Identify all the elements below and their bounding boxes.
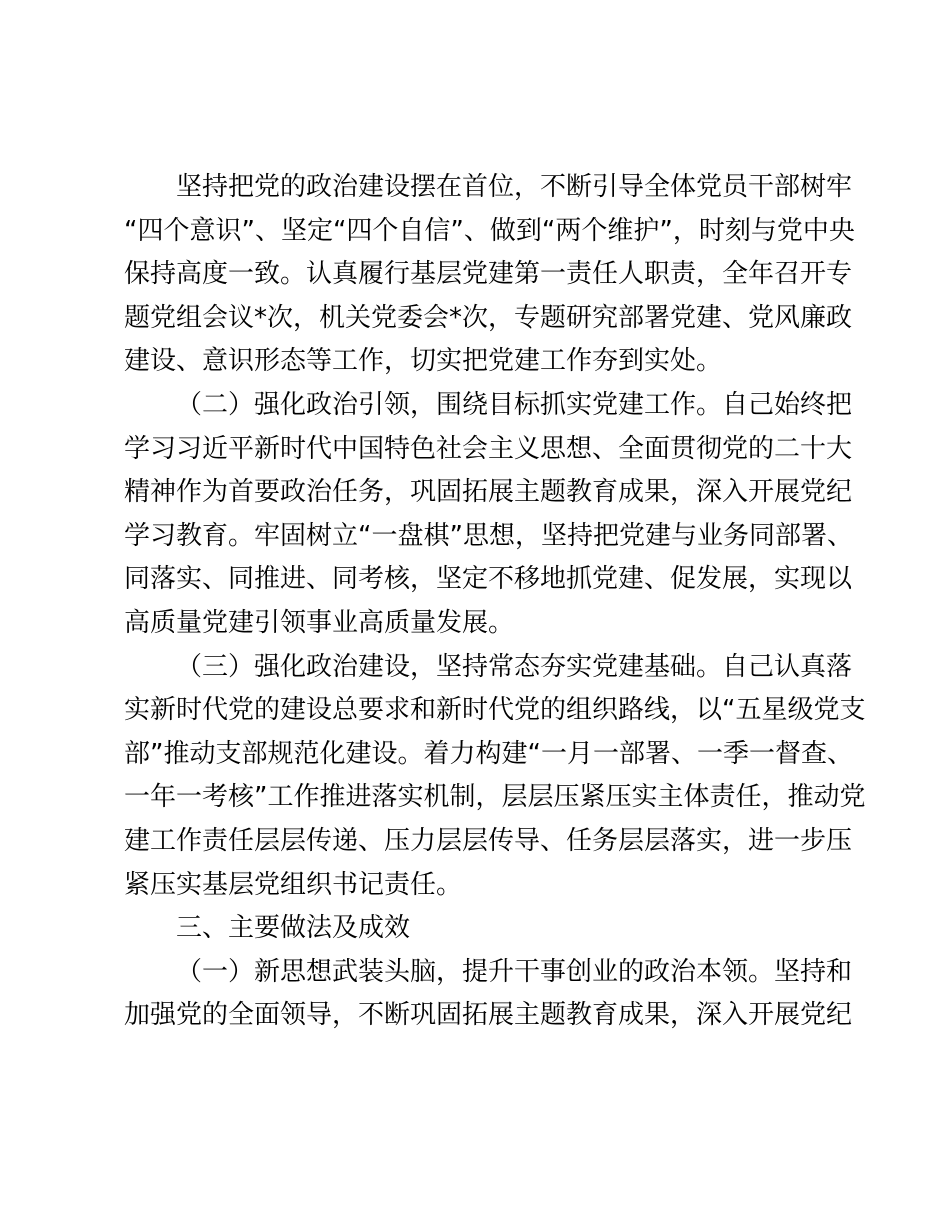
paragraph-line: 保持高度一致。认真履行基层党建第一责任人职责，全年召开专 [124, 259, 853, 290]
section-heading: 三、主要做法及成效 [176, 913, 411, 944]
paragraph-line: 题党组会议*次，机关党委会*次，专题研究部署党建、党风廉政 [124, 302, 853, 333]
paragraph-line: 高质量党建引领事业高质量发展。 [124, 607, 515, 638]
paragraph-line: （三）强化政治建设，坚持常态夯实党建基础。自己认真落 [176, 651, 853, 682]
paragraph-line: 建设、意识形态等工作，切实把党建工作夯到实处。 [124, 346, 723, 377]
paragraph-line: 精神作为首要政治任务，巩固拓展主题教育成果，深入开展党纪 [124, 477, 853, 508]
paragraph-line: 一年一考核”工作推进落实机制，层层压紧压实主体责任，推动党 [124, 782, 866, 813]
paragraph-line: 同落实、同推进、同考核，坚定不移地抓党建、促发展，实现以 [124, 564, 853, 595]
paragraph-line: 加强党的全面领导，不断巩固拓展主题教育成果，深入开展党纪 [124, 1000, 853, 1031]
paragraph-line: 部”推动支部规范化建设。着力构建“一月一部署、一季一督查、 [124, 738, 853, 769]
document-body [124, 166, 866, 1038]
paragraph-line: 坚持把党的政治建设摆在首位，不断引导全体党员干部树牢 [176, 172, 853, 202]
paragraph-line: 紧压实基层党组织书记责任。 [124, 869, 463, 900]
paragraph-line: （一）新思想武装头脑，提升干事创业的政治本领。坚持和 [176, 956, 853, 987]
paragraph-line: 实新时代党的建设总要求和新时代党的组织路线，以“五星级党支 [124, 695, 866, 726]
paragraph-line: 学习教育。牢固树立“一盘棋”思想，坚持把党建与业务同部署、 [124, 520, 853, 551]
paragraph-line: 建工作责任层层传递、压力层层传导、任务层层落实，进一步压 [124, 825, 853, 856]
paragraph-line: （二）强化政治引领，围绕目标抓实党建工作。自己始终把 [176, 389, 853, 420]
paragraph-line: “四个意识”、坚定“四个自信”、做到“两个维护”，时刻与党中央 [124, 215, 855, 246]
paragraph-line: 学习习近平新时代中国特色社会主义思想、全面贯彻党的二十大 [124, 433, 853, 464]
